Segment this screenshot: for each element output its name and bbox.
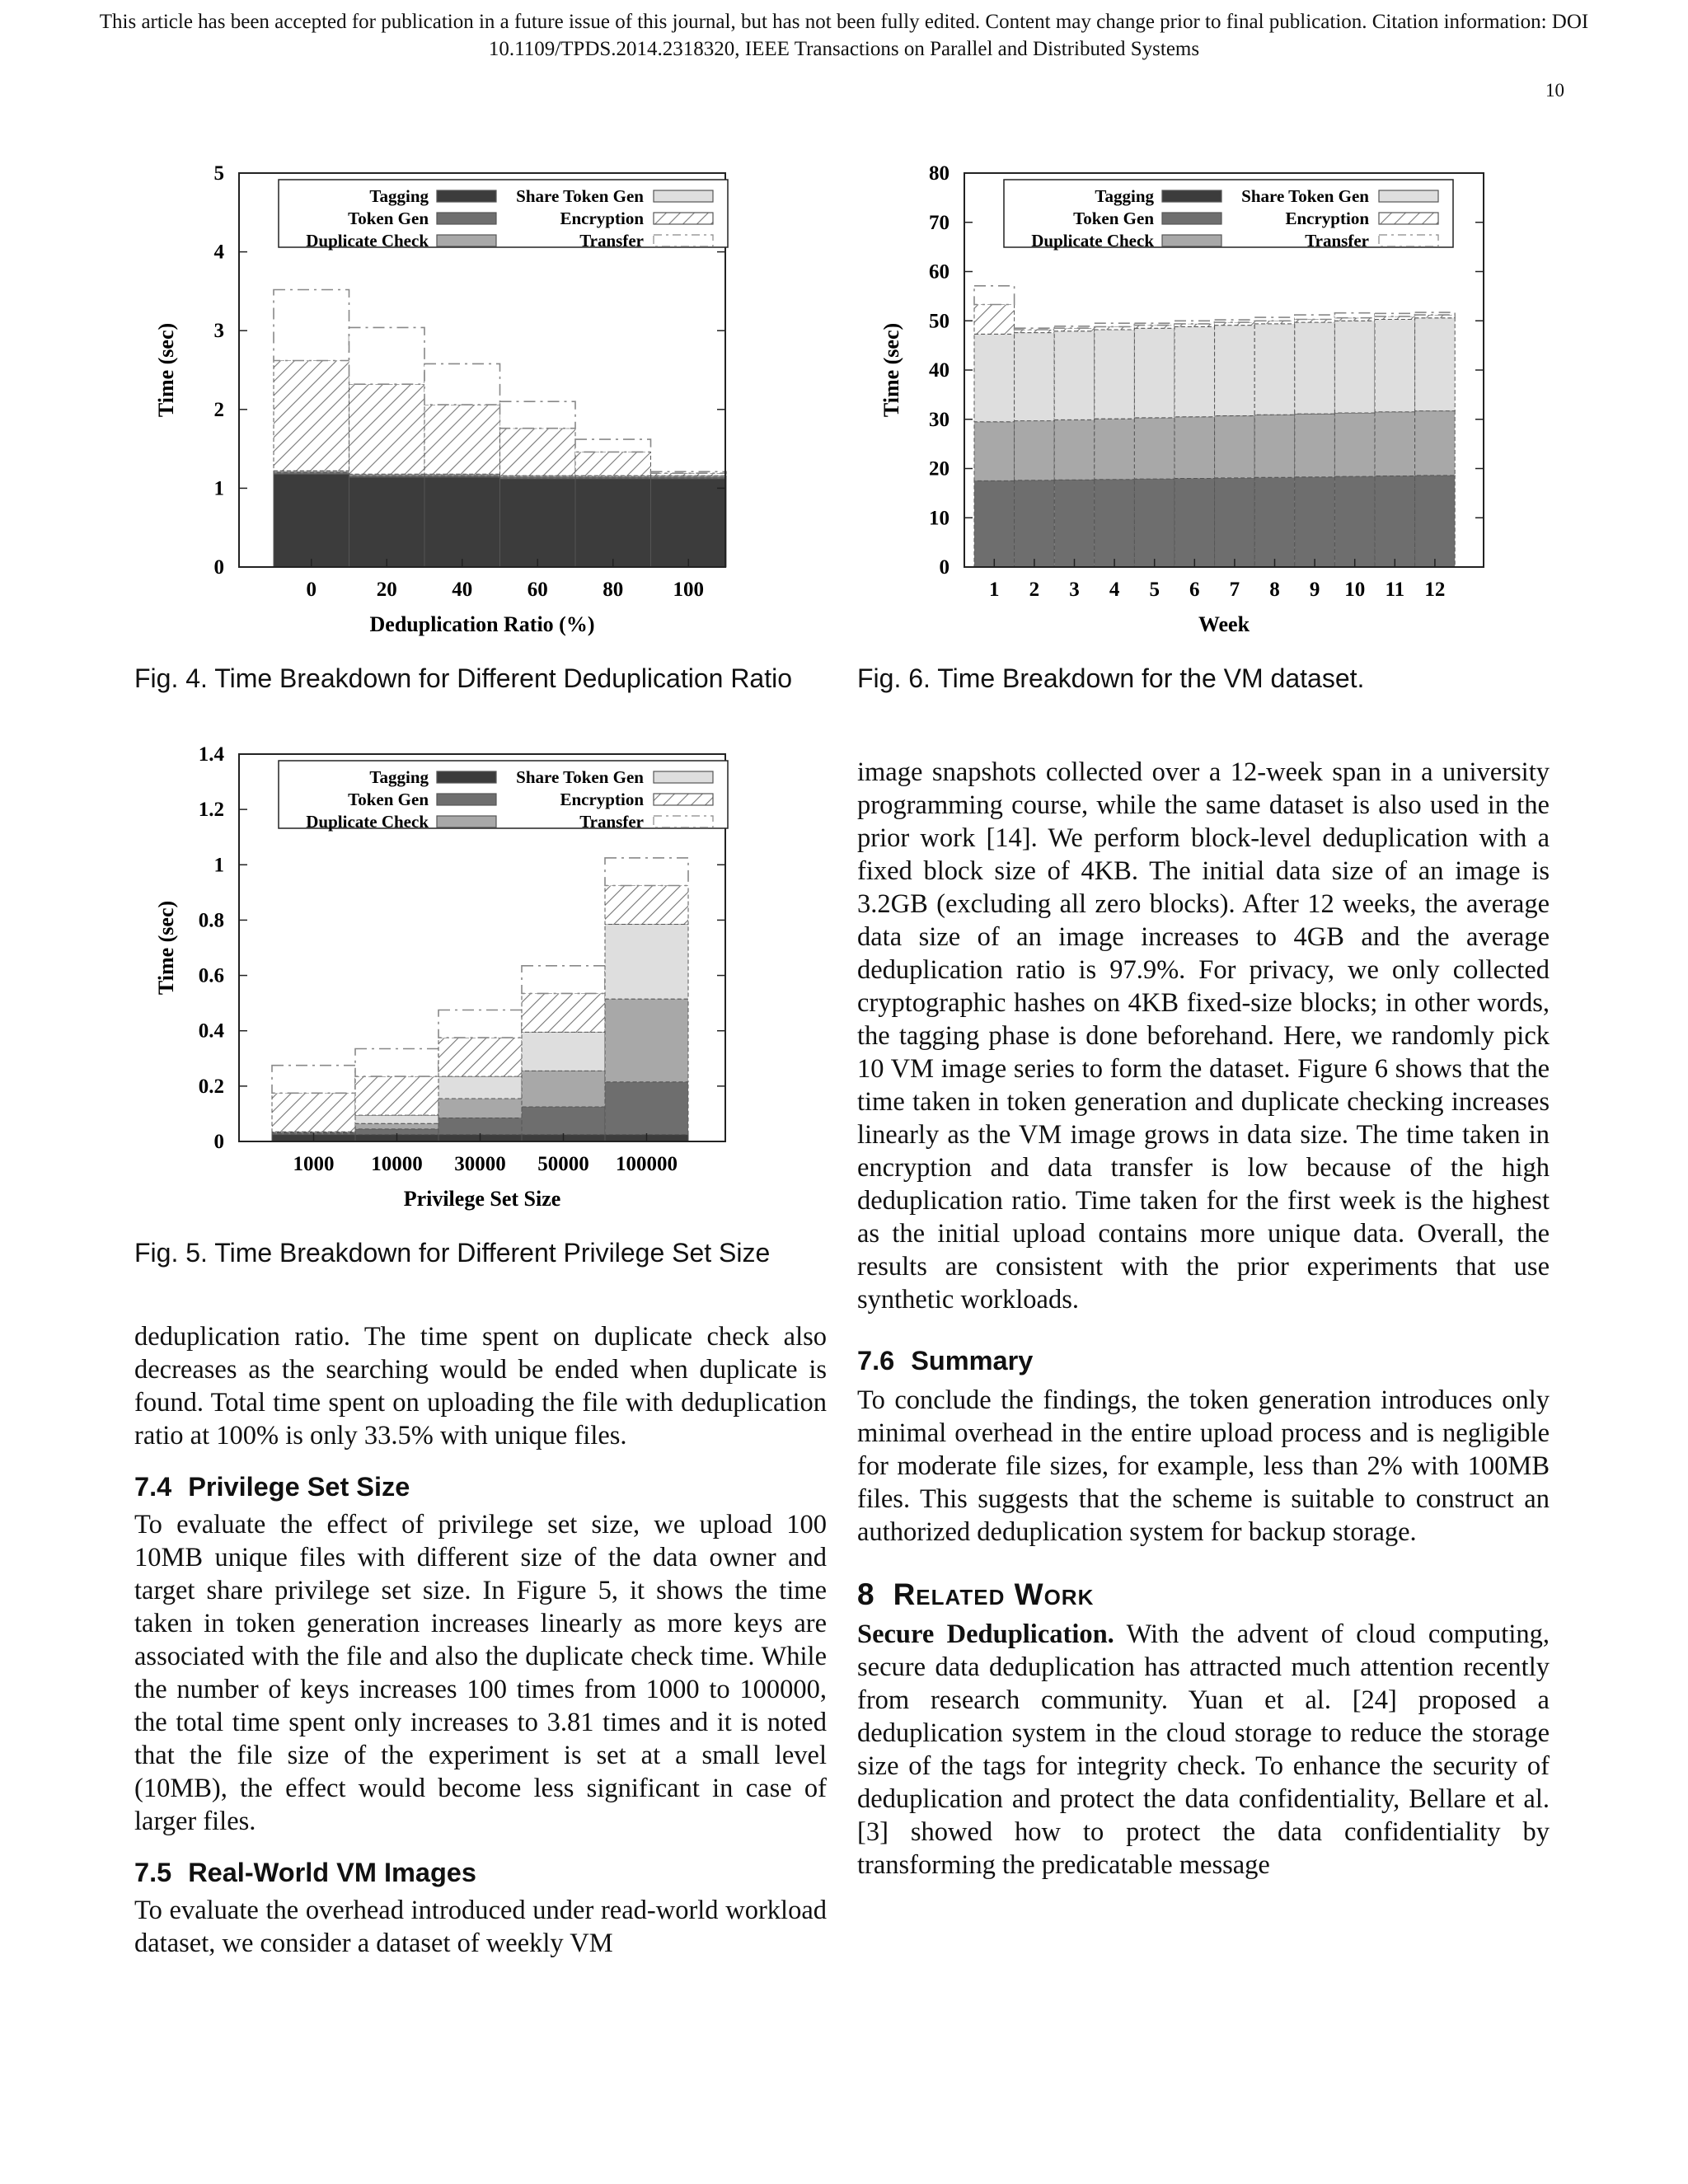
- x-tick-label: 4: [1109, 579, 1120, 601]
- y-tick-label: 4: [213, 241, 224, 264]
- bar-group: [974, 286, 1455, 567]
- bar-share-token-gen-4: [1095, 330, 1135, 419]
- bar-duplicate-check-11: [1375, 412, 1415, 476]
- y-axis-label: Time (sec): [154, 900, 178, 996]
- bar-encryption-40: [424, 405, 500, 474]
- bar-transfer-40: [424, 363, 500, 405]
- bar-duplicate-check-5: [1134, 418, 1175, 479]
- legend-label: Tagging: [369, 767, 429, 787]
- bar-duplicate-check-4: [1095, 419, 1135, 480]
- bar-transfer-3: [1054, 326, 1095, 328]
- bar-share-token-gen-5: [1134, 328, 1175, 418]
- bar-token-gen-7: [1215, 478, 1255, 567]
- figure-4-chart: [148, 157, 791, 643]
- bar-duplicate-check-10000: [355, 1123, 438, 1129]
- bar-transfer-100: [651, 471, 727, 473]
- bar-transfer-10000: [355, 1049, 438, 1077]
- bar-transfer-2: [1015, 328, 1055, 330]
- legend-swatch-tagging: [1162, 190, 1221, 202]
- legend-swatch-transfer: [654, 816, 713, 827]
- x-tick-label: 80: [603, 579, 624, 601]
- bar-token-gen-6: [1175, 478, 1215, 567]
- bar-token-gen-11: [1375, 476, 1415, 568]
- paragraph: To conclude the findings, the token generation introduces only minimal overhead in the entire upload process and is negligible for moderate file sizes, for example, less than 2% with 100MB files. This suggests that the scheme is suitable to construct an authorized deduplication system for backup storage.: [857, 1385, 1550, 1547]
- bar-tagging-60: [500, 479, 576, 567]
- legend-label: Token Gen: [1073, 209, 1154, 228]
- y-tick-label: 10: [929, 507, 950, 530]
- legend-label: Encryption: [560, 209, 644, 228]
- y-tick-label: 20: [929, 457, 950, 480]
- bar-tagging-100: [651, 479, 727, 567]
- y-tick-label: 0.8: [198, 909, 224, 932]
- y-tick-label: 50: [929, 310, 950, 333]
- legend-label: Duplicate Check: [306, 812, 429, 832]
- y-tick-label: 0: [213, 1131, 224, 1153]
- bar-share-token-gen-100000: [605, 925, 688, 1000]
- figure-6-chart: [874, 157, 1517, 643]
- legend-label: Transfer: [579, 231, 644, 251]
- bar-token-gen-100000: [605, 1082, 688, 1135]
- legend-swatch-transfer: [1379, 235, 1438, 246]
- bar-token-gen-30000: [438, 1118, 522, 1135]
- legend-label: Share Token Gen: [516, 186, 644, 206]
- x-tick-label: 10: [1344, 579, 1366, 601]
- y-tick-label: 60: [929, 260, 950, 284]
- section-heading-7-4: 7.4 Privilege Set Size: [134, 1472, 410, 1502]
- bar-transfer-30000: [438, 1010, 522, 1038]
- x-axis-label: Privilege Set Size: [403, 1187, 561, 1211]
- bar-transfer-50000: [522, 966, 605, 994]
- section-heading-7-5: 7.5 Real-World VM Images: [134, 1858, 476, 1887]
- bar-transfer-11: [1375, 313, 1415, 316]
- bar-group: [272, 858, 688, 1141]
- bar-share-token-gen-11: [1375, 320, 1415, 412]
- bar-transfer-6: [1175, 321, 1215, 324]
- y-tick-label: 5: [213, 162, 224, 185]
- x-tick-label: 7: [1229, 579, 1240, 601]
- x-tick-label: 1: [989, 579, 1000, 601]
- bar-share-token-gen-9: [1295, 322, 1335, 414]
- bar-token-gen-5: [1134, 479, 1175, 567]
- x-axis-label: Week: [1198, 612, 1250, 636]
- bar-token-gen-8: [1254, 477, 1295, 567]
- legend-label: Tagging: [1095, 186, 1154, 206]
- bar-duplicate-check-3: [1054, 419, 1095, 480]
- bar-duplicate-check-9: [1295, 414, 1335, 477]
- bar-encryption-1: [974, 305, 1015, 335]
- x-tick-label: 50000: [537, 1153, 589, 1175]
- bar-duplicate-check-100000: [605, 999, 688, 1082]
- bar-share-token-gen-6: [1175, 326, 1215, 416]
- bar-share-token-gen-7: [1215, 326, 1255, 416]
- bar-token-gen-9: [1295, 477, 1335, 567]
- bar-encryption-80: [575, 452, 651, 476]
- x-tick-label: 12: [1424, 579, 1446, 601]
- bar-transfer-4: [1095, 323, 1135, 326]
- y-tick-label: 0.6: [198, 964, 224, 987]
- y-tick-label: 0.2: [198, 1075, 224, 1098]
- x-axis-label: Deduplication Ratio (%): [369, 612, 595, 636]
- bar-duplicate-check-8: [1254, 415, 1295, 477]
- y-tick-label: 0.4: [198, 1019, 224, 1043]
- legend-label: Share Token Gen: [1241, 186, 1369, 206]
- legend-label: Token Gen: [348, 790, 429, 809]
- figure-6-caption: Fig. 6. Time Breakdown for the VM dataset.: [857, 663, 1365, 693]
- y-tick-label: 1: [213, 477, 224, 500]
- bar-duplicate-check-2: [1015, 421, 1055, 480]
- legend-swatch-share-token-gen: [654, 190, 713, 202]
- paragraph: To evaluate the overhead introduced under read-world workload dataset, we consider a dataset of weekly VM: [134, 1896, 827, 1958]
- bar-share-token-gen-50000: [522, 1032, 605, 1071]
- y-tick-label: 30: [929, 408, 950, 431]
- bar-share-token-gen-12: [1415, 318, 1456, 411]
- x-tick-label: 30000: [454, 1153, 506, 1175]
- x-tick-label: 1000: [293, 1153, 335, 1175]
- y-axis-label: Time (sec): [154, 322, 178, 418]
- legend-swatch-share-token-gen: [654, 771, 713, 783]
- legend-swatch-token-gen: [437, 213, 496, 224]
- legend-swatch-duplicate-check: [1162, 235, 1221, 246]
- x-tick-label: 10000: [371, 1153, 423, 1175]
- paragraph: Secure Deduplication. With the advent of cloud computing, secure data deduplication has attracted much attention recently from research community. Yuan et al. [24] proposed a deduplication system in the cloud storage to reduce the storage size of the tags for integrity check. To enhance the security of deduplication and protect the data confidentiality, Bellare et al. [3] showed how to protect the data confidentiality by transforming the predicatable message: [857, 1619, 1550, 1880]
- figure-5-chart: [148, 732, 791, 1218]
- x-tick-label: 8: [1269, 579, 1280, 601]
- paragraph: deduplication ratio. The time spent on duplicate check also decreases as the searching would be ended when duplicate is found. Total time spent on uploading the file with deduplication ratio at 100% is only 33.5% with unique files.: [134, 1322, 827, 1451]
- x-tick-label: 9: [1309, 579, 1320, 601]
- bar-token-gen-2: [1015, 480, 1055, 567]
- x-tick-label: 60: [527, 579, 548, 601]
- legend: [1004, 180, 1453, 251]
- bar-duplicate-check-80: [575, 476, 651, 477]
- section-heading-7-6: 7.6 Summary: [857, 1346, 1034, 1376]
- bar-share-token-gen-2: [1015, 333, 1055, 421]
- right-column: [857, 756, 1550, 1882]
- left-column: [134, 1320, 827, 1960]
- figure-4-caption: Fig. 4. Time Breakdown for Different Deduplication Ratio: [134, 663, 793, 693]
- legend-swatch-duplicate-check: [437, 816, 496, 827]
- bar-transfer-10: [1334, 313, 1375, 318]
- bar-token-gen-3: [1054, 480, 1095, 567]
- legend-swatch-encryption: [654, 213, 713, 224]
- bar-duplicate-check-1: [974, 422, 1015, 481]
- legend-label: Token Gen: [348, 209, 429, 228]
- bar-duplicate-check-12: [1415, 411, 1456, 476]
- legend-label: Duplicate Check: [1031, 231, 1154, 251]
- y-tick-label: 1.4: [198, 743, 224, 766]
- bar-encryption-100000: [605, 886, 688, 925]
- bar-transfer-0: [274, 290, 349, 361]
- bar-token-gen-50000: [522, 1107, 605, 1135]
- paragraph: image snapshots collected over a 12-week span in a university programming course, while the same dataset is also used in the prior work [14]. We perform block-level deduplication with a fixed block size of 4KB. The initial data size of an image is 3.2GB (excluding all zero blocks). After 12 weeks, the average data size of an image increases to 4GB and the average deduplication ratio is 97.9%. For privacy, we only collected cryptographic hashes on 4KB fixed-size blocks; in other words, the tagging phase is done beforehand. Here, we randomly pick 10 VM image series to form the dataset. Figure 6 shows that the time taken in token generation and duplicate checking increases linearly as the VM image grows in data size. The time taken in encryption and data transfer is low because of the high deduplication ratio. Time taken for the first week is the highest as the initial upload contains more unique data. Overall, the results are consistent with the prior experiments that use synthetic workloads.: [857, 757, 1550, 1315]
- bar-transfer-80: [575, 439, 651, 452]
- bar-duplicate-check-10: [1334, 413, 1375, 476]
- bar-share-token-gen-3: [1054, 331, 1095, 420]
- y-tick-label: 0: [939, 556, 950, 579]
- x-tick-label: 100: [673, 579, 704, 601]
- bar-tagging-20: [349, 477, 425, 567]
- y-tick-label: 80: [929, 162, 950, 185]
- paragraph: To evaluate the effect of privilege set size, we upload 100 10MB unique files with different size of the data owner and target share privilege set size. In Figure 5, it shows the time taken in token generation increases linearly as more keys are associated with the file and also the duplicate check time. While the number of keys increases 100 times from 1000 to 100000, the total time spent only increases to 3.81 times and it is noted that the file size of the experiment is set at a small level (10MB), the effect would become less significant in case of larger files.: [134, 1510, 827, 1836]
- legend-label: Transfer: [579, 812, 644, 832]
- bar-share-token-gen-30000: [438, 1076, 522, 1099]
- legend-swatch-token-gen: [1162, 213, 1221, 224]
- legend-label: Share Token Gen: [516, 767, 644, 787]
- bar-transfer-1: [974, 286, 1015, 305]
- y-tick-label: 2: [213, 398, 224, 421]
- legend-swatch-encryption: [654, 794, 713, 805]
- bar-transfer-9: [1295, 315, 1335, 319]
- x-tick-label: 11: [1385, 579, 1405, 601]
- y-tick-label: 40: [929, 359, 950, 382]
- bar-encryption-50000: [522, 993, 605, 1032]
- bar-token-gen-4: [1095, 480, 1135, 567]
- y-tick-label: 1.2: [198, 799, 224, 822]
- bar-tagging-0: [274, 474, 349, 567]
- x-tick-label: 5: [1149, 579, 1160, 601]
- journal-notice: This article has been accepted for publication in a future issue of this journal, but has not been fully edited. Content may change prior to final publication. Citation information: DOI 10.1109/TPDS.2014.2318320, IEEE Transactions on Parallel and Distributed Systems: [99, 11, 1589, 60]
- bar-encryption-30000: [438, 1038, 522, 1076]
- bar-share-token-gen-1: [974, 334, 1015, 421]
- bar-transfer-100000: [605, 858, 688, 886]
- legend-swatch-token-gen: [437, 794, 496, 805]
- legend: [279, 761, 728, 832]
- bar-encryption-1000: [272, 1093, 355, 1132]
- bar-encryption-20: [349, 384, 425, 474]
- bar-duplicate-check-20: [349, 474, 425, 476]
- bar-share-token-gen-10000: [355, 1115, 438, 1123]
- x-tick-label: 3: [1069, 579, 1080, 601]
- bar-duplicate-check-6: [1175, 417, 1215, 479]
- legend-label: Duplicate Check: [306, 231, 429, 251]
- y-tick-label: 70: [929, 211, 950, 234]
- bar-encryption-10000: [355, 1076, 438, 1115]
- y-tick-label: 3: [213, 320, 224, 343]
- section-heading-8: 8 Related Work: [857, 1577, 1095, 1611]
- y-tick-label: 0: [213, 556, 224, 579]
- bar-share-token-gen-10: [1334, 321, 1375, 413]
- bar-token-gen-10: [1334, 476, 1375, 567]
- legend-label: Transfer: [1305, 231, 1369, 251]
- x-tick-label: 0: [306, 579, 316, 601]
- legend-swatch-duplicate-check: [437, 235, 496, 246]
- x-tick-label: 20: [376, 579, 397, 601]
- bar-duplicate-check-40: [424, 474, 500, 476]
- x-tick-label: 100000: [616, 1153, 678, 1175]
- bar-group: [274, 290, 726, 568]
- bar-token-gen-12: [1415, 476, 1456, 567]
- legend-label: Encryption: [1285, 209, 1369, 228]
- bar-transfer-8: [1254, 317, 1295, 321]
- bar-encryption-60: [500, 429, 576, 476]
- bar-transfer-20: [349, 327, 425, 384]
- figure-5-caption: Fig. 5. Time Breakdown for Different Privilege Set Size: [134, 1238, 771, 1268]
- legend-label: Tagging: [369, 186, 429, 206]
- bar-duplicate-check-30000: [438, 1099, 522, 1118]
- x-tick-label: 2: [1029, 579, 1040, 601]
- legend-label: Encryption: [560, 790, 644, 809]
- bar-duplicate-check-7: [1215, 416, 1255, 478]
- bar-transfer-1000: [272, 1066, 355, 1094]
- bar-tagging-40: [424, 477, 500, 567]
- legend-swatch-tagging: [437, 771, 496, 783]
- bar-transfer-12: [1415, 312, 1456, 315]
- bar-tagging-80: [575, 479, 651, 567]
- x-tick-label: 6: [1189, 579, 1200, 601]
- bar-token-gen-1: [974, 480, 1015, 567]
- bar-encryption-0: [274, 361, 349, 471]
- bar-transfer-60: [500, 401, 576, 429]
- legend: [279, 180, 728, 251]
- legend-swatch-tagging: [437, 190, 496, 202]
- legend-swatch-encryption: [1379, 213, 1438, 224]
- bar-duplicate-check-50000: [522, 1071, 605, 1107]
- legend-swatch-share-token-gen: [1379, 190, 1438, 202]
- legend-swatch-transfer: [654, 235, 713, 246]
- y-tick-label: 1: [213, 854, 224, 877]
- bar-transfer-5: [1134, 323, 1175, 325]
- bar-share-token-gen-8: [1254, 324, 1295, 415]
- y-axis-label: Time (sec): [879, 322, 903, 418]
- x-tick-label: 40: [452, 579, 473, 601]
- bar-duplicate-check-0: [274, 471, 349, 472]
- bar-transfer-7: [1215, 320, 1255, 322]
- page-number: 10: [1545, 80, 1564, 101]
